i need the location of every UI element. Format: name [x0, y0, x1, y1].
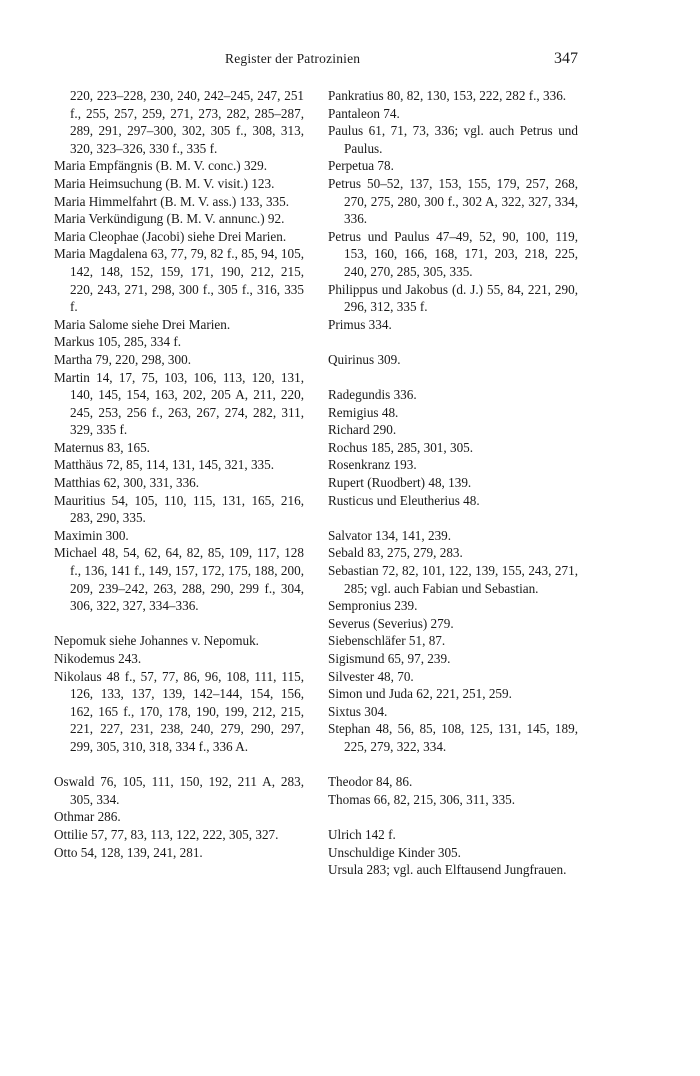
index-entry: Sebald 83, 275, 279, 283.	[328, 545, 463, 561]
index-entry: Stephan 48, 56, 85, 108, 125, 131, 145, 189, 225, 279, 322, 334.	[328, 721, 578, 754]
index-entry: Markus 105, 285, 334 f.	[54, 334, 182, 350]
index-entry: Otto 54, 128, 139, 241, 281.	[54, 844, 203, 860]
index-entry: Maximin 300.	[54, 527, 129, 543]
index-entry: Sempronius 239.	[328, 598, 418, 614]
index-entry: Maria Cleophae (Jacobi) siehe Drei Marien.	[54, 228, 287, 244]
index-entry: Martha 79, 220, 298, 300.	[54, 351, 191, 367]
index-entry: Remigius 48.	[328, 404, 399, 420]
index-entry: Perpetua 78.	[328, 158, 394, 174]
index-entry: Siebenschläfer 51, 87.	[328, 633, 446, 649]
page-header	[0, 51, 700, 75]
index-entry: Salvator 134, 141, 239.	[328, 527, 452, 543]
index-entry: Thomas 66, 82, 215, 306, 311, 335.	[328, 791, 516, 807]
index-entry: Unschuldige Kinder 305.	[328, 844, 461, 860]
index-entry: Quirinus 309.	[328, 351, 401, 367]
index-entry: Rusticus und Eleutherius 48.	[328, 492, 480, 508]
index-entry: Petrus und Paulus 47–49, 52, 90, 100, 119, 153, 160, 166, 168, 171, 203, 218, 225, 240, 270, 285, 305, 335.	[328, 228, 578, 279]
index-entry: Primus 334.	[328, 316, 392, 332]
index-entry: Sebastian 72, 82, 101, 122, 139, 155, 243, 271, 285; vgl. auch Fabian und Sebastian.	[328, 563, 578, 596]
section-gap	[328, 369, 578, 387]
index-entry: Ursula 283; vgl. auch Elftausend Jungfrauen.	[328, 862, 567, 878]
index-entry: Petrus 50–52, 137, 153, 155, 179, 257, 268, 270, 275, 280, 300 f., 302 A, 322, 327, 334, 336.	[328, 175, 578, 227]
index-entry: Sixtus 304.	[328, 703, 388, 719]
index-entry: Matthäus 72, 85, 114, 131, 145, 321, 335.	[54, 457, 275, 473]
index-entry: Oswald 76, 105, 111, 150, 192, 211 A, 283, 305, 334.	[54, 774, 304, 807]
index-entry: Maria Himmelfahrt (B. M. V. ass.) 133, 335.	[54, 193, 290, 209]
section-gap	[328, 756, 578, 774]
index-entry: Philippus und Jakobus (d. J.) 55, 84, 221, 290, 296, 312, 335 f.	[328, 281, 578, 315]
index-entry: Maria Verkündigung (B. M. V. annunc.) 92.	[54, 211, 285, 227]
index-entry: Maternus 83, 165.	[54, 439, 150, 455]
index-entry: Othmar 286.	[54, 809, 121, 825]
index-entry: Pankratius 80, 82, 130, 153, 222, 282 f., 336.	[328, 88, 567, 103]
index-entry: Severus (Severius) 279.	[328, 615, 454, 631]
section-gap	[54, 615, 304, 633]
index-entry: Martin 14, 17, 75, 103, 106, 113, 120, 131, 140, 145, 154, 163, 202, 205 A, 211, 220, 245, 253, 256 f., 263, 267, 274, 282, 311, 329, 335 f.	[54, 369, 304, 438]
section-gap	[54, 756, 304, 774]
index-entry: Michael 48, 54, 62, 64, 82, 85, 109, 117, 128 f., 136, 141 f., 149, 157, 172, 175, 188, 200, 209, 239–242, 263, 288, 290, 299 f., 304, 306, 322, 327, 334–336.	[54, 545, 304, 614]
index-entry: Nikodemus 243.	[54, 651, 142, 666]
index-entry: Nepomuk siehe Johannes v. Nepomuk.	[54, 633, 259, 649]
index-entry: Theodor 84, 86.	[328, 774, 413, 790]
section-gap	[328, 808, 578, 826]
index-entry: Rosenkranz 193.	[328, 457, 417, 473]
index-entry: Radegundis 336.	[328, 387, 417, 403]
index-entry: Pantaleon 74.	[328, 105, 400, 121]
index-entry: Rupert (Ruodbert) 48, 139.	[328, 475, 472, 491]
section-gap	[328, 333, 578, 351]
index-column-left	[54, 87, 304, 861]
running-head: Register der Patrozinien	[225, 51, 361, 66]
index-entry: Sigismund 65, 97, 239.	[328, 651, 451, 666]
index-entry: Richard 290.	[328, 422, 397, 438]
index-entry: Mauritius 54, 105, 110, 115, 131, 165, 216, 283, 290, 335.	[54, 492, 304, 526]
index-entry: 220, 223–228, 230, 240, 242–245, 247, 251 f., 255, 257, 259, 271, 273, 282, 285–287, 289, 291, 297–300, 302, 305 f., 308, 313, 320, 323–326, 330 f., 335 f.	[70, 88, 304, 156]
index-entry: Rochus 185, 285, 301, 305.	[328, 439, 474, 455]
index-entry: Maria Heimsuchung (B. M. V. visit.) 123.	[54, 175, 275, 191]
page-number: 347	[554, 50, 578, 67]
index-entry: Nikolaus 48 f., 57, 77, 86, 96, 108, 111, 115, 126, 133, 137, 139, 142–144, 154, 156, 162, 165 f., 170, 178, 190, 199, 212, 215, 221, 227, 231, 238, 240, 279, 290, 297, 299, 305, 310, 318, 334 f., 336 A.	[54, 668, 304, 754]
index-entry: Ottilie 57, 77, 83, 113, 122, 222, 305, 327.	[54, 826, 279, 842]
index-entry: Maria Magdalena 63, 77, 79, 82 f., 85, 94, 105, 142, 148, 152, 159, 171, 190, 212, 215, 220, 243, 271, 298, 300 f., 305 f., 316, 335 f.	[54, 246, 304, 315]
index-entry: Ulrich 142 f.	[328, 826, 396, 842]
index-entry: Matthias 62, 300, 331, 336.	[54, 475, 200, 491]
index-entry: Maria Empfängnis (B. M. V. conc.) 329.	[54, 158, 268, 174]
index-column-right	[328, 87, 578, 879]
index-entry: Simon und Juda 62, 221, 251, 259.	[328, 686, 512, 702]
index-entry: Silvester 48, 70.	[328, 668, 414, 684]
index-entry: Maria Salome siehe Drei Marien.	[54, 316, 231, 332]
index-entry: Paulus 61, 71, 73, 336; vgl. auch Petrus und Paulus.	[328, 123, 578, 156]
section-gap	[328, 509, 578, 527]
